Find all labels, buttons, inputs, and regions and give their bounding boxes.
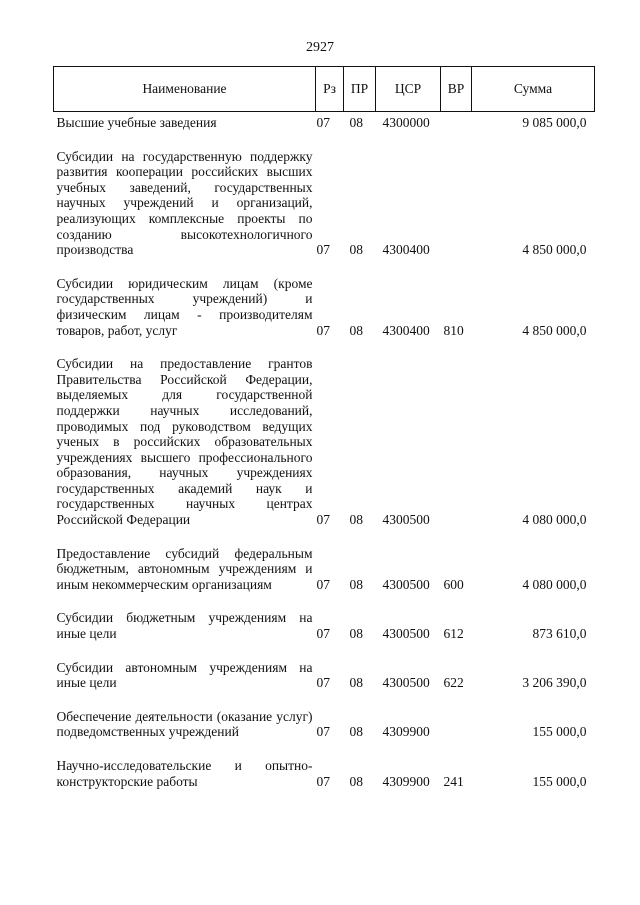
row-name: Субсидии автономным учреждениям на иные цели xyxy=(56,659,313,691)
row-vr: 612 xyxy=(443,626,464,642)
row-csr: 4300400 xyxy=(382,322,430,338)
row-csr: 4309900 xyxy=(382,724,430,740)
row-rz: 07 xyxy=(316,512,330,528)
row-name: Предоставление субсидий федеральным бюджетным, автономным учреждениям и иным некоммерческим организациям xyxy=(56,545,313,592)
row-csr: 4300500 xyxy=(382,626,430,642)
row-sum: 9 085 000,0 xyxy=(522,115,587,130)
header-sum: Сумма xyxy=(472,67,595,112)
header-rz: Рз xyxy=(316,67,344,112)
budget-table xyxy=(53,66,595,789)
row-sum: 4 080 000,0 xyxy=(522,576,587,592)
row-sum: 4 080 000,0 xyxy=(522,512,587,528)
row-sum: 3 206 390,0 xyxy=(522,675,587,691)
row-name: Высшие учебные заведения xyxy=(56,115,217,130)
row-name: Субсидии на государственную поддержку развития кооперации российских высших учебных заведений, государственных научных учреждений и организаций, реализующих комплексные проекты по созданию высокотехнологичного производства xyxy=(56,148,313,258)
row-sum: 4 850 000,0 xyxy=(522,242,587,258)
table-row xyxy=(54,642,595,691)
row-csr: 4300400 xyxy=(382,242,430,258)
table-row xyxy=(54,112,595,131)
row-pr: 08 xyxy=(349,724,363,740)
row-vr xyxy=(441,131,472,258)
row-name: Субсидии бюджетным учреждениям на иные цели xyxy=(56,610,313,642)
row-sum: 873 610,0 xyxy=(532,626,587,642)
row-rz: 07 xyxy=(316,773,330,789)
row-rz: 07 xyxy=(316,724,330,740)
row-pr: 08 xyxy=(349,322,363,338)
row-rz: 07 xyxy=(316,576,330,592)
header-name: Наименование xyxy=(54,67,316,112)
row-vr xyxy=(441,112,472,131)
table-row xyxy=(54,691,595,740)
table-row xyxy=(54,338,595,528)
row-pr: 08 xyxy=(349,576,363,592)
row-name: Обеспечение деятельности (оказание услуг) подведомственных учреждений xyxy=(56,708,313,740)
row-pr: 08 xyxy=(349,773,363,789)
row-pr: 08 xyxy=(349,512,363,528)
row-vr: 622 xyxy=(443,675,464,691)
page-number: 2927 xyxy=(306,40,334,55)
table-header-row xyxy=(54,67,595,112)
row-name: Научно-исследовательские и опытно-конструкторские работы xyxy=(56,758,313,789)
row-rz: 07 xyxy=(316,115,330,130)
row-sum: 155 000,0 xyxy=(532,773,587,789)
header-vr: ВР xyxy=(441,67,472,112)
table-row xyxy=(54,131,595,258)
header-csr: ЦСР xyxy=(376,67,441,112)
row-rz: 07 xyxy=(316,675,330,691)
row-vr: 600 xyxy=(443,576,464,592)
row-pr: 08 xyxy=(349,242,363,258)
row-csr: 4309900 xyxy=(382,773,430,789)
table-row xyxy=(54,740,595,789)
row-csr: 4300500 xyxy=(382,576,430,592)
row-vr: 241 xyxy=(443,773,464,789)
row-sum: 4 850 000,0 xyxy=(522,322,587,338)
row-csr: 4300500 xyxy=(382,675,430,691)
table-row xyxy=(54,592,595,641)
row-csr: 4300500 xyxy=(382,512,430,528)
row-csr: 4300000 xyxy=(382,115,430,130)
row-name: Субсидии юридическим лицам (кроме государственных учреждений) и физическим лицам - производителям товаров, работ, услуг xyxy=(56,275,313,338)
table-row xyxy=(54,258,595,338)
row-vr xyxy=(441,338,472,528)
header-pr: ПР xyxy=(344,67,376,112)
row-pr: 08 xyxy=(349,675,363,691)
row-rz: 07 xyxy=(316,242,330,258)
row-sum: 155 000,0 xyxy=(532,724,587,740)
row-pr: 08 xyxy=(349,115,363,130)
row-vr xyxy=(441,691,472,740)
row-name: Субсидии на предоставление грантов Правительства Российской Федерации, выделяемых для государственной поддержки научных исследований, проводимых под руководством ведущих ученых в российских образовательных учреждениях высшего профессионального образования, научных учреждениях государственных академий наук и государственных научных центрах Российской Федерации xyxy=(56,356,313,528)
table-row xyxy=(54,528,595,593)
row-vr: 810 xyxy=(443,322,464,338)
row-rz: 07 xyxy=(316,626,330,642)
row-rz: 07 xyxy=(316,322,330,338)
row-pr: 08 xyxy=(349,626,363,642)
